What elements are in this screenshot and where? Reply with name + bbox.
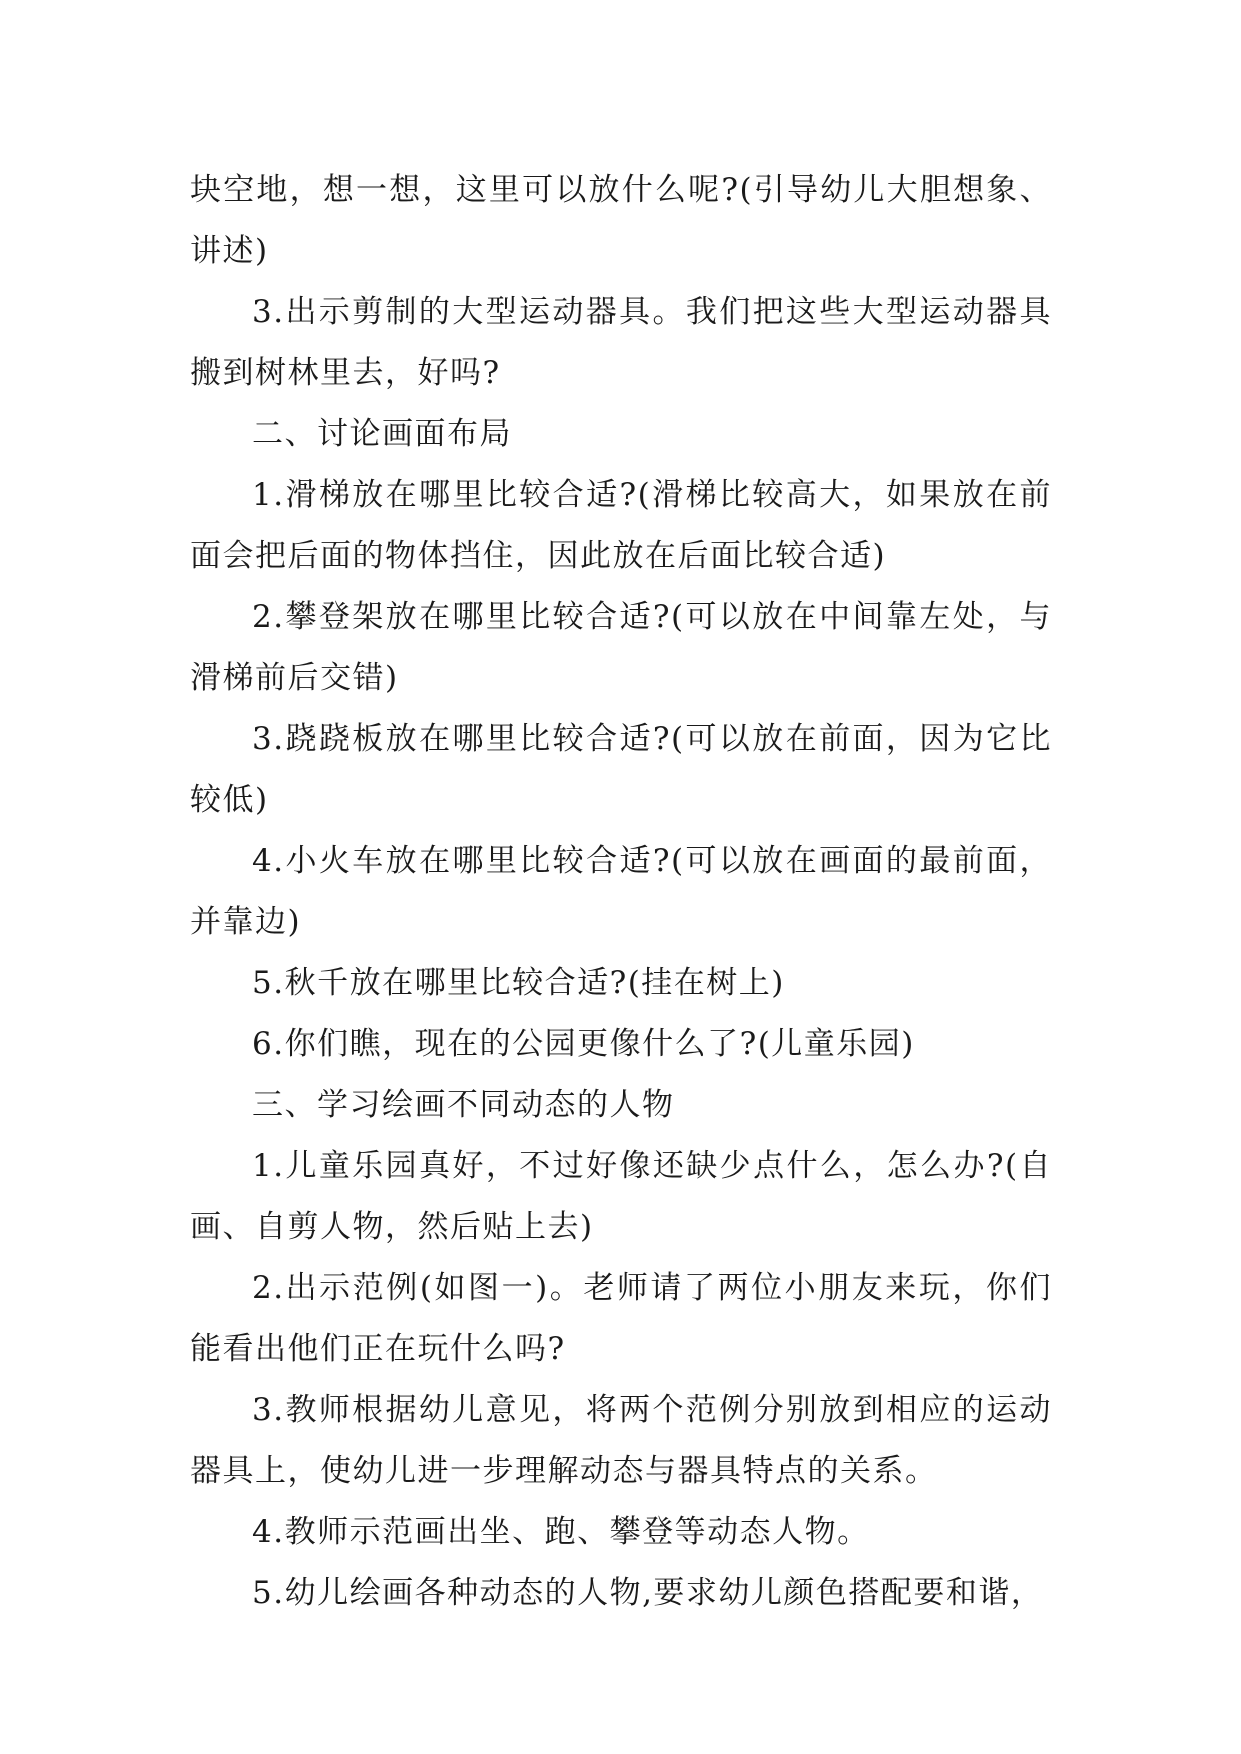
paragraph: 1.滑梯放在哪里比较合适?(滑梯比较高大，如果放在前面会把后面的物体挡住，因此放在后面比较合适) — [190, 477, 1052, 574]
paragraph: 3.出示剪制的大型运动器具。我们把这些大型运动器具搬到树林里去，好吗? — [190, 294, 1052, 391]
paragraph: 5.秋千放在哪里比较合适?(挂在树上) — [252, 965, 785, 1001]
paragraph: 块空地，想一想，这里可以放什么呢?(引导幼儿大胆想象、讲述) — [190, 172, 1052, 269]
paragraph: 2.攀登架放在哪里比较合适?(可以放在中间靠左处，与滑梯前后交错) — [190, 599, 1052, 696]
paragraph: 3.教师根据幼儿意见，将两个范例分别放到相应的运动器具上，使幼儿进一步理解动态与器具特点的关系。 — [190, 1392, 1052, 1489]
document-body — [190, 160, 1052, 1624]
section-heading: 二、讨论画面布局 — [252, 416, 512, 452]
paragraph: 6.你们瞧，现在的公园更像什么了?(儿童乐园) — [252, 1026, 915, 1062]
paragraph: 1.儿童乐园真好，不过好像还缺少点什么，怎么办?(自画、自剪人物，然后贴上去) — [190, 1148, 1052, 1245]
paragraph: 5.幼儿绘画各种动态的人物,要求幼儿颜色搭配要和谐， — [252, 1575, 1044, 1611]
section-heading: 三、学习绘画不同动态的人物 — [252, 1087, 675, 1123]
paragraph: 2.出示范例(如图一)。老师请了两位小朋友来玩，你们能看出他们正在玩什么吗? — [190, 1270, 1052, 1367]
paragraph: 3.跷跷板放在哪里比较合适?(可以放在前面，因为它比较低) — [190, 721, 1052, 818]
paragraph: 4.教师示范画出坐、跑、攀登等动态人物。 — [252, 1514, 870, 1550]
paragraph: 4.小火车放在哪里比较合适?(可以放在画面的最前面，并靠边) — [190, 843, 1052, 940]
